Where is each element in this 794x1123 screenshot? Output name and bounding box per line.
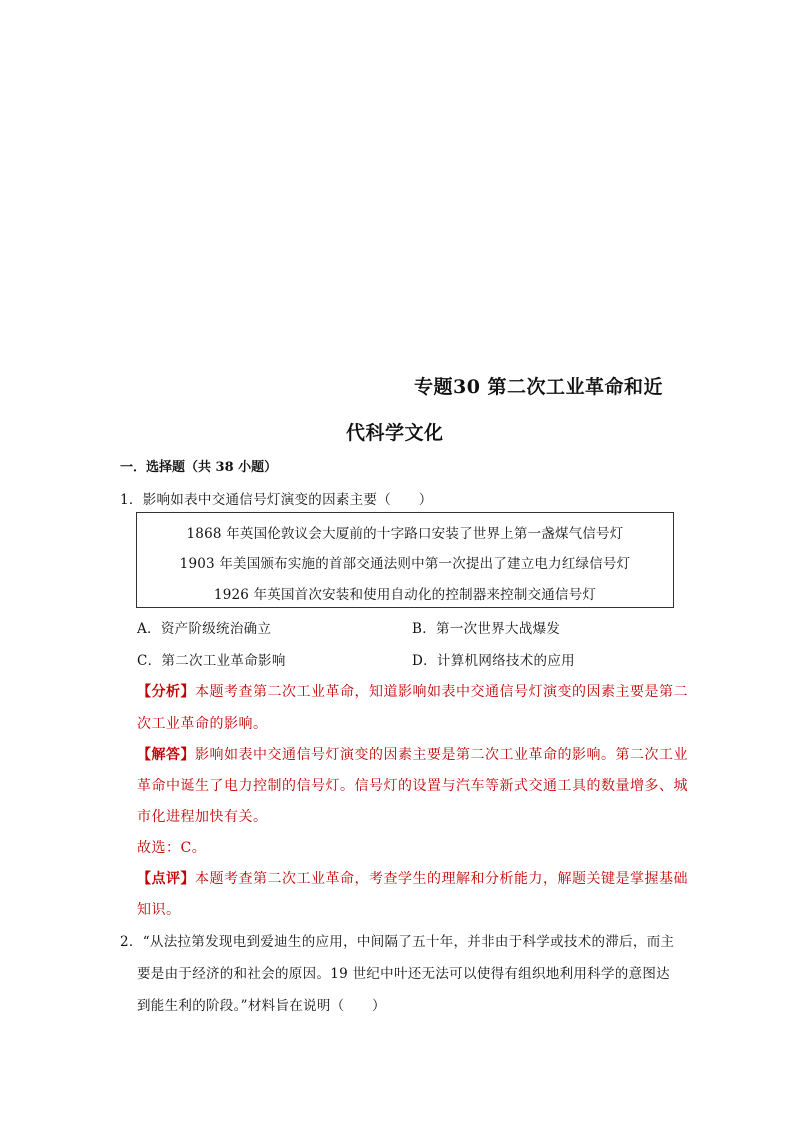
analysis-line-1 (137, 681, 688, 701)
table-row: 1903 年美国颁布实施的首部交通法则中第一次提出了建立电力红绿信号灯 (179, 556, 631, 572)
question-1-stem: 1．影响如表中交通信号灯演变的因素主要（ ） (120, 492, 433, 508)
comment-line-2: 知识。 (137, 902, 181, 918)
doc-title-line1: 专题30 第二次工业革命和近 (414, 376, 664, 398)
answer-tag: 【解答】 (137, 747, 195, 763)
answer-text: 影响如表中交通信号灯演变的因素主要是第二次工业革命的影响。第二次工业 (195, 747, 688, 763)
section-heading: 一．选择题（共 38 小题） (120, 460, 278, 475)
comment-line-1 (137, 868, 688, 888)
analysis-line-2: 次工业革命的影响。 (137, 716, 268, 732)
doc-title-line2: 代科学文化 (346, 422, 444, 444)
option-c: C．第二次工业革命影响 (137, 653, 286, 669)
question-2-line-1: 2．“从法拉第发现电到爱迪生的应用，中间隔了五十年，并非由于科学或技术的滞后，而主 (120, 934, 675, 950)
table-row: 1868 年英国伦敦议会大厦前的十字路口安装了世界上第一盏煤气信号灯 (186, 526, 624, 542)
comment-tag: 【点评】 (137, 871, 195, 887)
answer-line-3: 市化进程加快有关。 (137, 809, 268, 825)
question-2-line-2: 要是由于经济的和社会的原因。19 世纪中叶还无法可以使得有组织地利用科学的意图达 (137, 966, 670, 982)
answer-line-1 (137, 744, 688, 764)
question-2-line-3: 到能生利的阶段。”材料旨在说明（ ） (137, 998, 386, 1014)
option-a: A．资产阶级统治确立 (137, 621, 272, 637)
answer-choice: 故选：C。 (137, 840, 207, 856)
question-1-table (136, 512, 674, 608)
comment-text: 本题考查第二次工业革命，考查学生的理解和分析能力，解题关键是掌握基础 (195, 871, 688, 887)
analysis-tag: 【分析】 (137, 684, 195, 700)
answer-line-2: 革命中诞生了电力控制的信号灯。信号灯的设置与汽车等新式交通工具的数量增多、城 (137, 778, 688, 794)
option-b: B．第一次世界大战爆发 (412, 621, 561, 637)
analysis-text: 本题考查第二次工业革命，知道影响如表中交通信号灯演变的因素主要是第二 (195, 684, 688, 700)
table-row: 1926 年英国首次安装和使用自动化的控制器来控制交通信号灯 (213, 587, 597, 603)
option-d: D．计算机网络技术的应用 (412, 653, 575, 669)
